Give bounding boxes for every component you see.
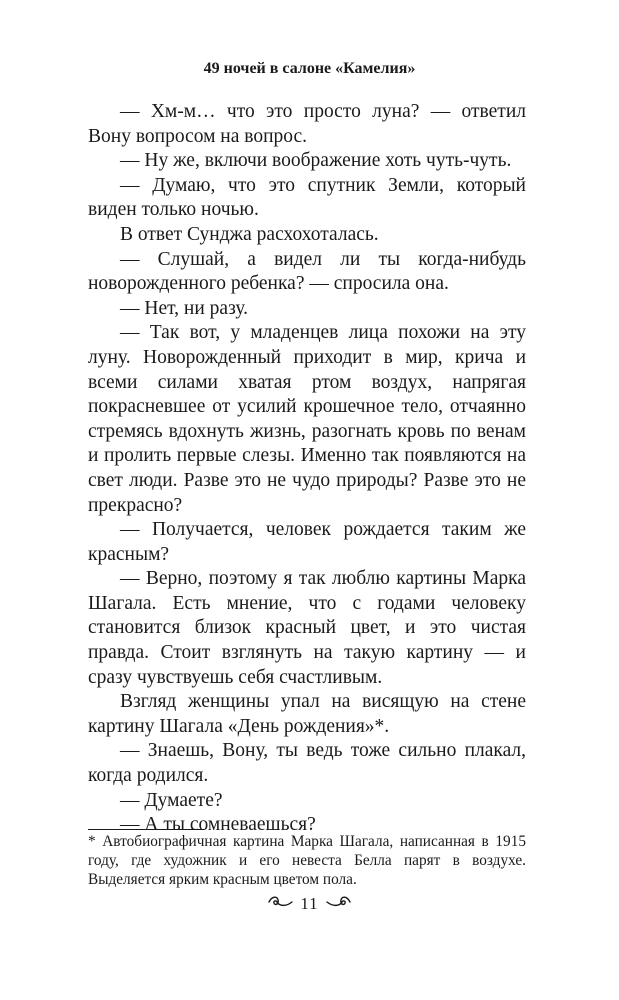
page-number: 11 (300, 894, 319, 914)
paragraph: — Так вот, у младенцев лица похожи на эту луну. Новорожденный приходит в мир, крича и всеми силами хватая ртом воздух, напрягая покрасневшее от усилий крошечное тело, отчаянно стремясь вдохнуть жизнь, разогнать кровь по венам и пролить первые слезы. Именно так появляются на свет люди. Разве это не чудо природы? Разве это не прекрасно? (88, 322, 526, 516)
page-folio (0, 893, 619, 914)
paragraph: — Хм-м… что это просто луна? — ответил Вону вопросом на вопрос. (88, 101, 526, 147)
body-text (88, 100, 526, 838)
paragraph: Взгляд женщины упал на висящую на стене картину Шагала «День рождения»*. (88, 691, 526, 737)
footnote: * Автобиографичная картина Марка Шагала, написанная в 1915 году, где художник и его невеста Белла парят в воздухе. Выделяется ярким красным цветом пола. (88, 833, 526, 888)
paragraph: — Нет, ни разу. (120, 297, 249, 319)
paragraph: В ответ Сунджа расхохоталась. (120, 223, 379, 245)
footnote-divider (88, 829, 204, 830)
running-header: 49 ночей в салоне «Камелия» (203, 60, 416, 77)
paragraph: — Слушай, а видел ли ты когда-нибудь новорожденного ребенка? — спросила она. (88, 248, 526, 295)
paragraph: — Получается, человек рождается таким же красным? (88, 519, 526, 565)
paragraph: — А ты сомневаешься? (120, 814, 316, 836)
curl-ornament-left-icon (268, 894, 294, 914)
paragraph: — Думаю, что это спутник Земли, который виден только ночью. (88, 174, 526, 221)
paragraph: — Верно, поэтому я так люблю картины Марка Шагала. Есть мнение, что с годами человеку становится близок красный цвет, и это чистая правда. Стоит взглянуть на такую картину — и сразу чувствуешь себя счастливым. (88, 568, 526, 688)
curl-ornament-right-icon (325, 894, 351, 914)
paragraph: — Ну же, включи воображение хоть чуть-чуть. (120, 150, 512, 172)
paragraph: — Думаете? (120, 789, 223, 811)
paragraph: — Знаешь, Вону, ты ведь тоже сильно плакал, когда родился. (88, 740, 526, 787)
